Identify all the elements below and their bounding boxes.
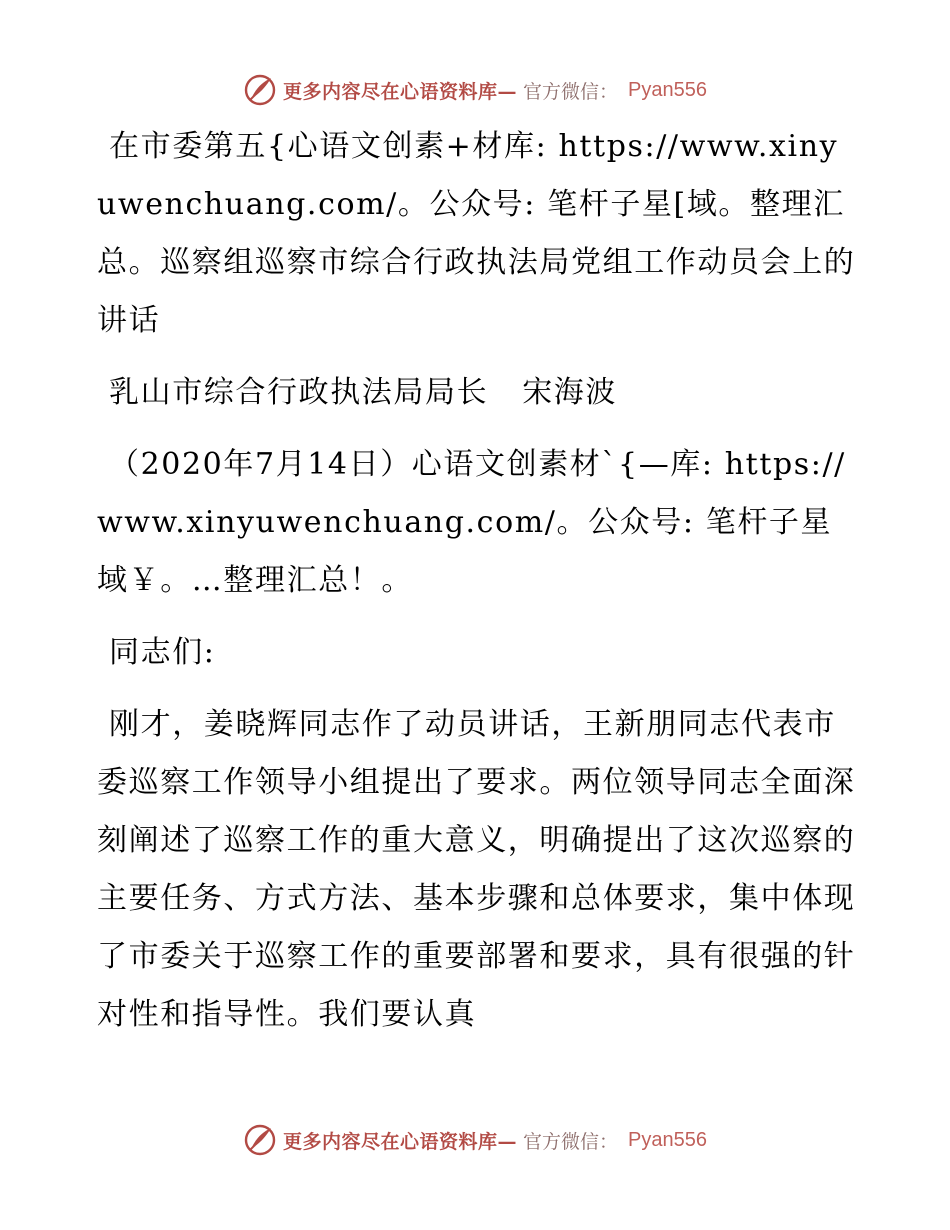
speaker-name: 宋海波	[522, 375, 618, 410]
salutation	[97, 624, 857, 682]
banner-text: 更多内容尽在心语资料库—	[283, 80, 518, 103]
speaker-title: 乳山市综合行政执法局局长	[109, 375, 489, 410]
date-text: （2020年7月14日）心语文创素材`{—库: https://www.xinyuwenchuang.com/。公众号: 笔杆子星域￥。…整理汇总！。	[97, 447, 846, 598]
wechat-id: Pyan556	[628, 78, 707, 101]
quill-logo-icon	[243, 73, 277, 107]
body-paragraph	[97, 696, 857, 1044]
wechat-id: Pyan556	[628, 1128, 707, 1151]
footer-watermark-banner	[0, 1120, 950, 1160]
wechat-label: 官方微信：	[523, 1130, 619, 1153]
document-body	[97, 118, 857, 1058]
header-watermark-banner	[0, 70, 950, 110]
salutation-text: 同志们:	[109, 635, 216, 670]
speaker-line	[97, 364, 857, 422]
body-paragraph-text: 刚才，姜晓辉同志作了动员讲话，王新朋同志代表市委巡察工作领导小组提出了要求。两位领导同志全面深刻阐述了巡察工作的重大意义，明确提出了这次巡察的主要任务、方式方法、基本步骤和总体要求，集中体现了市委关于巡察工作的重要部署和要求，具有很强的针对性和指导性。我们要认真	[97, 707, 856, 1032]
date-line	[97, 436, 857, 610]
document-title	[97, 118, 857, 350]
title-text: 在市委第五{心语文创素+材库: https://www.xinyuwenchuang.com/。公众号: 笔杆子星[域。整理汇总。巡察组巡察市综合行政执法局党组工作动员会上的讲话	[97, 129, 856, 338]
quill-logo-icon	[243, 1123, 277, 1157]
wechat-label: 官方微信：	[523, 80, 619, 103]
banner-text: 更多内容尽在心语资料库—	[283, 1130, 518, 1153]
